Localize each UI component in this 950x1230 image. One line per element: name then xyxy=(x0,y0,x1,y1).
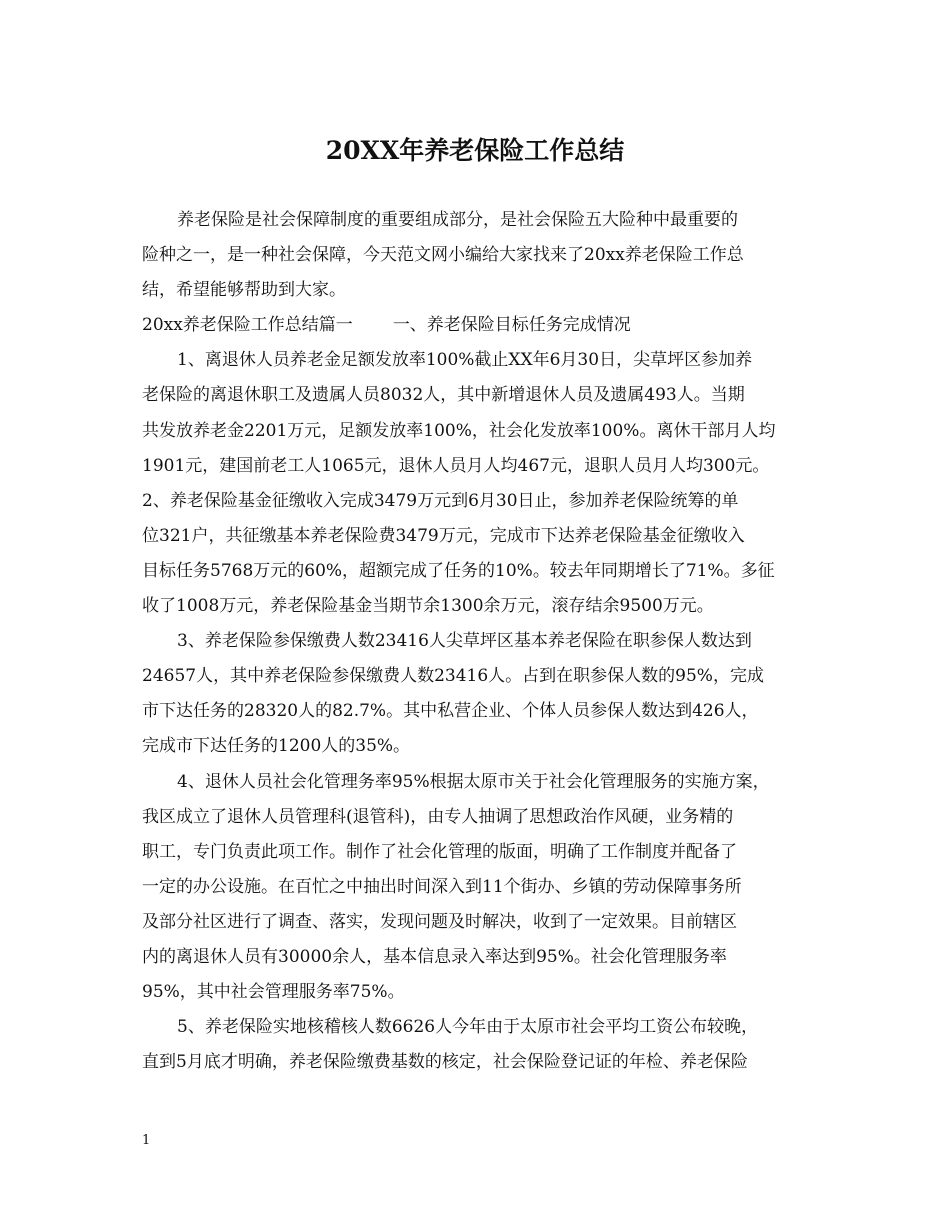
paragraph-line: 及部分社区进行了调查、落实，发现问题及时解决，收到了一定效果。目前辖区 xyxy=(142,911,737,932)
paragraph-line: 内的离退休人员有30000余人，基本信息录入率达到95%。社会化管理服务率 xyxy=(142,946,727,967)
paragraph-line: 完成市下达任务的1200人的35%。 xyxy=(142,736,411,757)
page-title: 20XX年养老保险工作总结 xyxy=(325,136,625,165)
paragraph-line: 市下达任务的28320人的82.7%。其中私营企业、个体人员参保人数达到426人， xyxy=(142,701,759,722)
intro-line: 养老保险是社会保障制度的重要组成部分，是社会保险五大险种中最重要的 xyxy=(177,210,738,230)
document-body xyxy=(142,203,812,1080)
paragraph-line: 我区成立了退休人员管理科(退管科)，由专人抽调了思想政治作风硬，业务精的 xyxy=(142,806,734,827)
paragraph-line: 职工，专门负责此项工作。制作了社会化管理的版面，明确了工作制度并配备了 xyxy=(142,841,737,862)
paragraph-line: 收了1008万元，养老保险基金当期节余1300余万元，滚存结余9500万元。 xyxy=(142,596,714,617)
paragraph-line: 24657人，其中养老保险参保缴费人数23416人。占到在职参保人数的95%，完成 xyxy=(142,666,764,687)
paragraph-line: 位321户，共征缴基本养老保险费3479万元，完成市下达养老保险基金征缴收入 xyxy=(142,525,745,546)
paragraph-line: 共发放养老金2201万元，足额发放率100%，社会化发放率100%。离休干部月人均 xyxy=(142,420,776,441)
paragraph-line: 2、养老保险基金征缴收入完成3479万元到6月30日止，参加养老保险统筹的单 xyxy=(142,490,739,511)
paragraph-line: 4、退休人员社会化管理务率95%根据太原市关于社会化管理服务的实施方案， xyxy=(177,771,770,792)
page-number: 1 xyxy=(142,1133,151,1148)
section-label: 20xx养老保险工作总结篇一 xyxy=(142,315,353,336)
paragraph-line: 1、离退休人员养老金足额发放率100%截止XX年6月30日，尖草坪区参加养 xyxy=(177,350,753,371)
paragraph-line: 5、养老保险实地核稽核人数6626人今年由于太原市社会平均工资公布较晚， xyxy=(177,1017,759,1038)
paragraph-line: 目标任务5768万元的60%，超额完成了任务的10%。较去年同期增长了71%。多征 xyxy=(142,560,775,581)
intro-line: 结，希望能够帮助到大家。 xyxy=(142,280,346,301)
paragraph-line: 一定的办公设施。在百忙之中抽出时间深入到11个街办、乡镇的劳动保障事务所 xyxy=(142,876,742,897)
section-heading-line xyxy=(142,308,812,343)
paragraph-line: 老保险的离退休职工及遗属人员8032人，其中新增退休人员及遗属493人。当期 xyxy=(142,385,745,406)
paragraph-line: 95%，其中社会管理服务率75%。 xyxy=(142,982,405,1003)
intro-line: 险种之一，是一种社会保障，今天范文网小编给大家找来了20xx养老保险工作总 xyxy=(142,245,744,266)
paragraph-line: 直到5月底才明确，养老保险缴费基数的核定，社会保险登记证的年检、养老保险 xyxy=(142,1052,748,1073)
paragraph-line: 3、养老保险参保缴费人数23416人尖草坪区基本养老保险在职参保人数达到 xyxy=(177,631,752,652)
section-heading: 一、养老保险目标任务完成情况 xyxy=(392,315,631,336)
paragraph-line: 1901元，建国前老工人1065元，退休人员月人均467元，退职人员月人均300元。 xyxy=(142,455,770,476)
